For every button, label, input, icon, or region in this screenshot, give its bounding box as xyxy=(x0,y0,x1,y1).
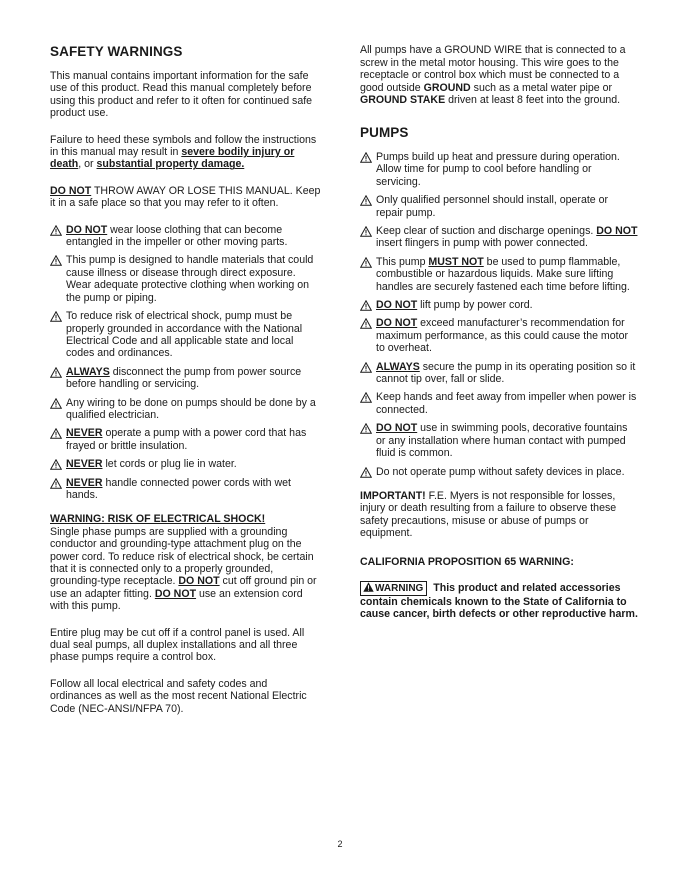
warning-triangle-icon xyxy=(360,467,372,478)
warning-triangle-icon xyxy=(50,225,62,236)
ground-emphasis-1: GROUND xyxy=(423,81,471,94)
heed-paragraph xyxy=(50,134,322,171)
warning-emphasis: NEVER xyxy=(66,476,103,489)
heed-emphasis-1: severe bodily injury or death xyxy=(50,146,295,171)
warning-text: disconnect the pump from power source before handling or servicing. xyxy=(66,365,302,391)
shock-text-2: cut off ground pin or use an adapter fitting. xyxy=(50,575,317,600)
keep-emphasis: DO NOT xyxy=(50,184,92,197)
prop65-warning xyxy=(360,581,638,621)
warning-triangle-icon xyxy=(50,367,62,378)
warning-item xyxy=(50,310,322,360)
warning-filled-triangle-icon xyxy=(363,582,374,592)
pump-warning-text-2: insert flingers in pump with power connected. xyxy=(376,237,588,250)
heed-text-2: , or xyxy=(78,158,97,171)
pump-warning-item xyxy=(360,194,638,219)
keep-text: THROW AWAY OR LOSE THIS MANUAL. Keep it in a safe place so that you may refer to it often. xyxy=(50,184,321,210)
pump-warning-emphasis: ALWAYS xyxy=(376,360,420,373)
pump-warning-text: use in swimming pools, decorative fountains or any installation where human contact with pumped fluid is common. xyxy=(376,422,628,460)
warning-triangle-icon xyxy=(50,459,62,470)
warning-text: let cords or plug lie in water. xyxy=(102,458,237,471)
warning-triangle-icon xyxy=(360,152,372,163)
important-label: IMPORTANT! xyxy=(360,489,426,502)
warning-text: Any wiring to be done on pumps should be done by a qualified electrician. xyxy=(66,396,316,421)
left-warning-list xyxy=(50,224,322,502)
warning-text: To reduce risk of electrical shock, pump must be properly grounded in accordance with the National Electrical Code and all applicable state and local codes and ordinances. xyxy=(66,310,303,360)
pump-warning-item xyxy=(360,361,638,386)
warning-triangle-icon xyxy=(50,478,62,489)
ground-wire-paragraph xyxy=(360,44,638,107)
important-text: F.E. Myers is not responsible for losses, injury or death resulting from a failure to observe these safety precautions, misuse or abuse of pumps or equipment. xyxy=(360,489,617,540)
pump-warning-emphasis: DO NOT xyxy=(376,317,418,330)
pump-warning-emphasis: DO NOT xyxy=(376,422,418,435)
warning-item xyxy=(50,427,322,452)
pump-warning-item xyxy=(360,422,638,459)
shock-text-3: use an extension cord with this pump. xyxy=(50,587,303,613)
warning-triangle-icon xyxy=(50,255,62,266)
warning-triangle-icon xyxy=(50,428,62,439)
warning-item xyxy=(50,366,322,391)
warning-text: operate a pump with a power cord that has frayed or brittle insulation. xyxy=(66,427,307,452)
shock-warning-heading: WARNING: RISK OF ELECTRICAL SHOCK! xyxy=(50,513,266,526)
page-number: 2 xyxy=(337,839,343,849)
warning-item xyxy=(50,397,322,422)
warning-triangle-icon xyxy=(360,226,372,237)
warning-text: wear loose clothing that can become entangled in the impeller or other moving parts. xyxy=(66,223,288,249)
warning-badge-label: WARNING xyxy=(375,582,424,594)
warning-badge xyxy=(360,581,427,596)
shock-paragraph xyxy=(50,526,322,613)
warning-triangle-icon xyxy=(360,362,372,373)
ground-text-3: driven at least 8 feet into the ground. xyxy=(445,94,621,107)
heed-text-1: Failure to heed these symbols and follow the instructions in this manual may result in xyxy=(50,133,317,159)
left-column xyxy=(50,44,322,729)
pump-warning-item xyxy=(360,299,638,311)
pumps-warning-list xyxy=(360,151,638,478)
warning-emphasis: NEVER xyxy=(66,427,103,440)
pump-warning-text-2: be used to pump flammable, combustible or hazardous liquids. Make sure lifting handles are securely fastened each time before lifting. xyxy=(376,255,630,293)
pump-warning-text: This pump xyxy=(376,255,429,268)
warning-emphasis: NEVER xyxy=(66,458,103,471)
pump-warning-text: Keep clear of suction and discharge openings. xyxy=(376,225,597,237)
ground-emphasis-2: GROUND STAKE xyxy=(360,94,446,107)
warning-triangle-icon xyxy=(360,257,372,268)
ground-text-2: such as a metal water pipe or xyxy=(470,81,613,94)
heed-emphasis-2: substantial property damage. xyxy=(96,158,245,171)
pump-warning-emphasis: DO NOT xyxy=(376,299,418,312)
shock-emphasis-2: DO NOT xyxy=(154,587,197,600)
right-column xyxy=(360,44,638,621)
warning-item xyxy=(50,224,322,249)
warning-emphasis: ALWAYS xyxy=(66,365,110,378)
pump-warning-text: Do not operate pump without safety devices in place. xyxy=(376,465,625,478)
pump-warning-item xyxy=(360,317,638,354)
warning-triangle-icon xyxy=(50,398,62,409)
pump-warning-emphasis: DO NOT xyxy=(596,225,638,237)
ground-text-1: All pumps have a GROUND WIRE that is connected to a screw in the metal motor housing. This wire goes to the receptacle or control box which must be connected to a good outside xyxy=(360,44,626,94)
warning-triangle-icon xyxy=(360,318,372,329)
warning-triangle-icon xyxy=(360,300,372,311)
pump-warning-item xyxy=(360,256,638,293)
warning-triangle-icon xyxy=(50,311,62,322)
pump-warning-text: exceed manufacturer’s recommendation for maximum performance, as this could cause the motor to overheat. xyxy=(376,317,628,355)
shock-emphasis-1: DO NOT xyxy=(178,575,220,588)
warning-item xyxy=(50,477,322,502)
warning-text: handle connected power cords with wet hands. xyxy=(66,476,291,501)
warning-item xyxy=(50,254,322,304)
pump-warning-item xyxy=(360,466,638,478)
pump-warning-item xyxy=(360,151,638,188)
pump-warning-text: lift pump by power cord. xyxy=(417,299,533,312)
intro-paragraph: This manual contains important information for the safe use of this product. Read this manual completely before using this product and refer to it often for continued safe product use. xyxy=(50,70,313,120)
prop65-heading: CALIFORNIA PROPOSITION 65 WARNING: xyxy=(360,555,574,568)
warning-emphasis: DO NOT xyxy=(66,223,108,236)
pump-warning-item xyxy=(360,391,638,416)
keep-manual-paragraph xyxy=(50,185,322,210)
shock-text-1: Single phase pumps are supplied with a grounding conductor and grounding-type attachment plug on the power cord. To reduce risk of electrical shock, be certain that it is connected only to a properly grounded, grounding-type receptacle. xyxy=(50,525,314,588)
prop65-text: This product and related accessories contain chemicals known to the State of California to cause cancer, birth defects or other reproductive harm. xyxy=(360,581,638,621)
safety-warnings-heading: SAFETY WARNINGS xyxy=(50,44,183,59)
warning-triangle-icon xyxy=(360,195,372,206)
pump-warning-text: Keep hands and feet away from impeller when power is connected. xyxy=(376,391,637,416)
pump-warning-text: Pumps build up heat and pressure during operation. Allow time for pump to cool before handling or servicing. xyxy=(376,150,620,188)
control-box-paragraph: Entire plug may be cut off if a control panel is used. All dual seal pumps, all duplex installations and all three phase pumps require a control box. xyxy=(50,626,305,664)
warning-triangle-icon xyxy=(360,392,372,403)
warning-triangle-icon xyxy=(360,423,372,434)
warning-item xyxy=(50,458,322,470)
pump-warning-text: secure the pump in its operating position so it cannot tip over, fall or slide. xyxy=(376,360,636,386)
codes-paragraph: Follow all local electrical and safety codes and ordinances as well as the most recent National Electric Code (NEC-ANSI/NFPA 70). xyxy=(50,677,307,715)
important-paragraph xyxy=(360,490,638,540)
pump-warning-emphasis: MUST NOT xyxy=(428,255,484,268)
pump-warning-text: Only qualified personnel should install, operate or repair pump. xyxy=(376,194,609,219)
pump-warning-item xyxy=(360,225,638,250)
pumps-heading: PUMPS xyxy=(360,124,409,140)
warning-text: This pump is designed to handle materials that could cause illness or disease through direct exposure. Wear adequate protective clothing when working on the pump or piping. xyxy=(66,254,314,304)
